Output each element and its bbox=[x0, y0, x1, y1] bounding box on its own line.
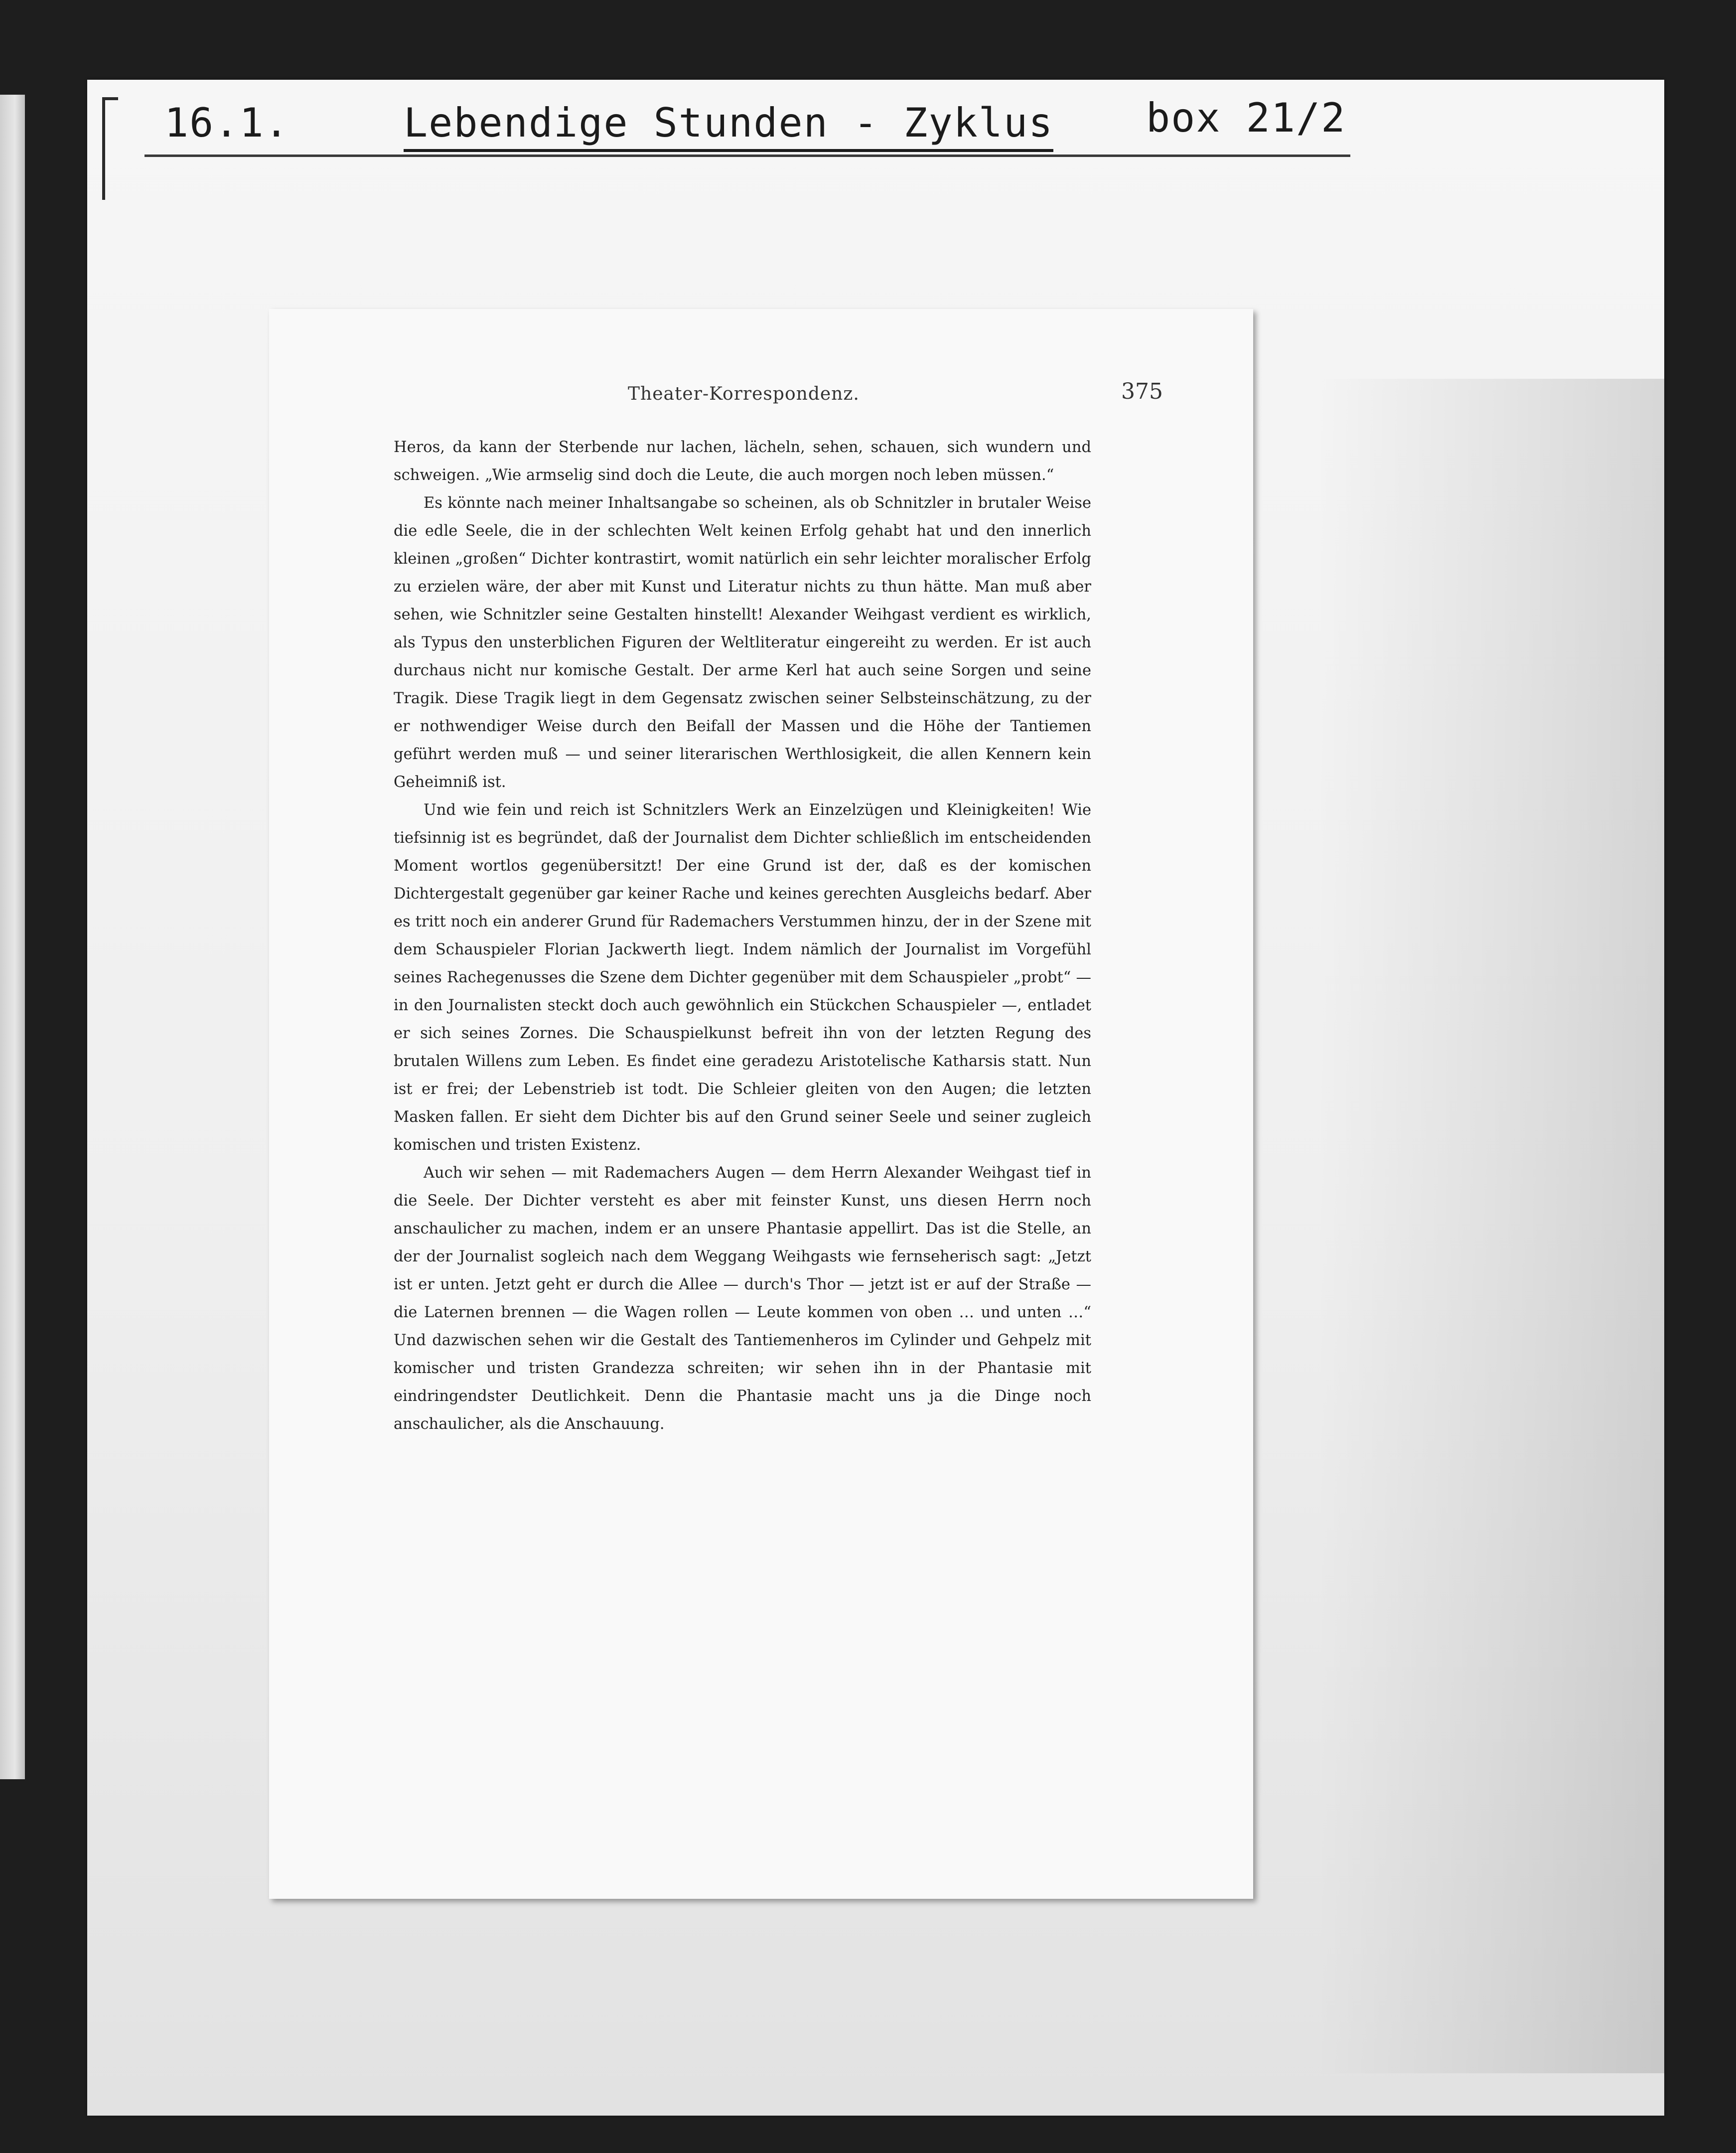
running-title: Theater-Korrespondenz. bbox=[628, 384, 860, 404]
folder-number: 16.1. bbox=[164, 100, 289, 146]
paragraph: Und wie fein und reich ist Schnitzlers Werk an Einzelzügen und Kleinigkeiten! Wie tiefsinnig ist es begründet, daß der Journalist dem Dichter schließlich im entscheidenden Moment wortlos gegenübersitzt! Der eine Grund ist der, daß es der komischen Dichtergestalt gegenüber gar keiner Rache und keines gerechten Ausgleichs bedarf. Aber es tritt noch ein anderer Grund für Rademachers Verstummen hinzu, der in der Szene mit dem Schauspieler Florian Jackwerth liegt. Indem nämlich der Journalist im Vorgefühl seines Rachegenusses die Szene dem Dichter gegenüber mit dem Schauspieler „probt“ — in den Journalisten steckt doch auch gewöhnlich ein Stückchen Schauspieler —, entladet er sich seines Zornes. Die Schauspielkunst befreit ihn von der letzten Regung des brutalen Willens zum Leben. Es findet eine geradezu Aristotelische Katharsis statt. Nun ist er frei; der Lebenstrieb ist todt. Die Schleier gleiten von den Augen; die letzten Masken fallen. Er sieht dem Dichter bis auf den Grund seiner Seele und seiner zugleich komischen und tristen Existenz. bbox=[394, 801, 1091, 1154]
adjacent-card-edge bbox=[0, 95, 25, 1779]
paragraph: Es könnte nach meiner Inhaltsangabe so scheinen, als ob Schnitzler in brutaler Weise die edle Seele, die in der schlechten Welt keinen Erfolg gehabt hat und den innerlich kleinen „großen“ Dichter kontrastirt, womit natürlich ein sehr leichter moralischer Erfolg zu erzielen wäre, der aber mit Kunst und Literatur nichts zu thun hätte. Man muß aber sehen, wie Schnitzler seine Gestalten hinstellt! Alexander Weihgast verdient es wirklich, als Typus den unsterblichen Figuren der Weltliteratur eingereiht zu werden. Er ist auch durchaus nicht nur komische Gestalt. Der arme Kerl hat auch seine Sorgen und seine Tragik. Diese Tragik liegt in dem Gegensatz zwischen seiner Selbsteinschätzung, zu der er nothwendiger Weise durch den Beifall der Massen und die Höhe der Tantiemen geführt werden muß — und seiner literarischen Werthlosigkeit, die allen Kennern kein Geheimniß ist. bbox=[394, 494, 1091, 791]
corner-mark bbox=[102, 97, 118, 200]
paragraph: Auch wir sehen — mit Rademachers Augen — dem Herrn Alexander Weihgast tief in die Seele. Der Dichter versteht es aber mit feinster Kunst, uns diesen Herrn noch anschaulicher zu machen, indem er an unsere Phantasie appellirt. Das ist die Stelle, an der der Journalist sogleich nach dem Weggang Weihgasts wie fernseherisch sagt: „Jetzt ist er unten. Jetzt geht er durch die Allee — durch's Thor — jetzt ist er auf der Straße — die Laternen brennen — die Wagen rollen — Leute kommen von oben … und unten …“ Und dazwischen sehen wir die Gestalt des Tantiemenheros im Cylinder und Gehpelz mit komischer und tristen Grandezza schreiten; wir sehen ihn in der Phantasie mit eindringendster Deutlichkeit. Denn die Phantasie macht uns ja die Dinge noch anschaulicher, als die Anschauung. bbox=[394, 1164, 1091, 1433]
article-body bbox=[394, 434, 1091, 1438]
collection-title: Lebendige Stunden - Zyklus bbox=[404, 100, 1053, 152]
header-rule bbox=[145, 154, 1350, 157]
page-number: 375 bbox=[1121, 379, 1163, 404]
paragraph: Heros, da kann der Sterbende nur lachen, lächeln, sehen, schauen, sich wundern und schweigen. „Wie armselig sind doch die Leute, die auch morgen noch leben müssen.“ bbox=[394, 439, 1091, 484]
article-clipping bbox=[269, 309, 1253, 1899]
box-label: box 21/2 bbox=[1146, 95, 1346, 141]
page-header bbox=[269, 379, 1253, 409]
card-header bbox=[164, 90, 1510, 159]
